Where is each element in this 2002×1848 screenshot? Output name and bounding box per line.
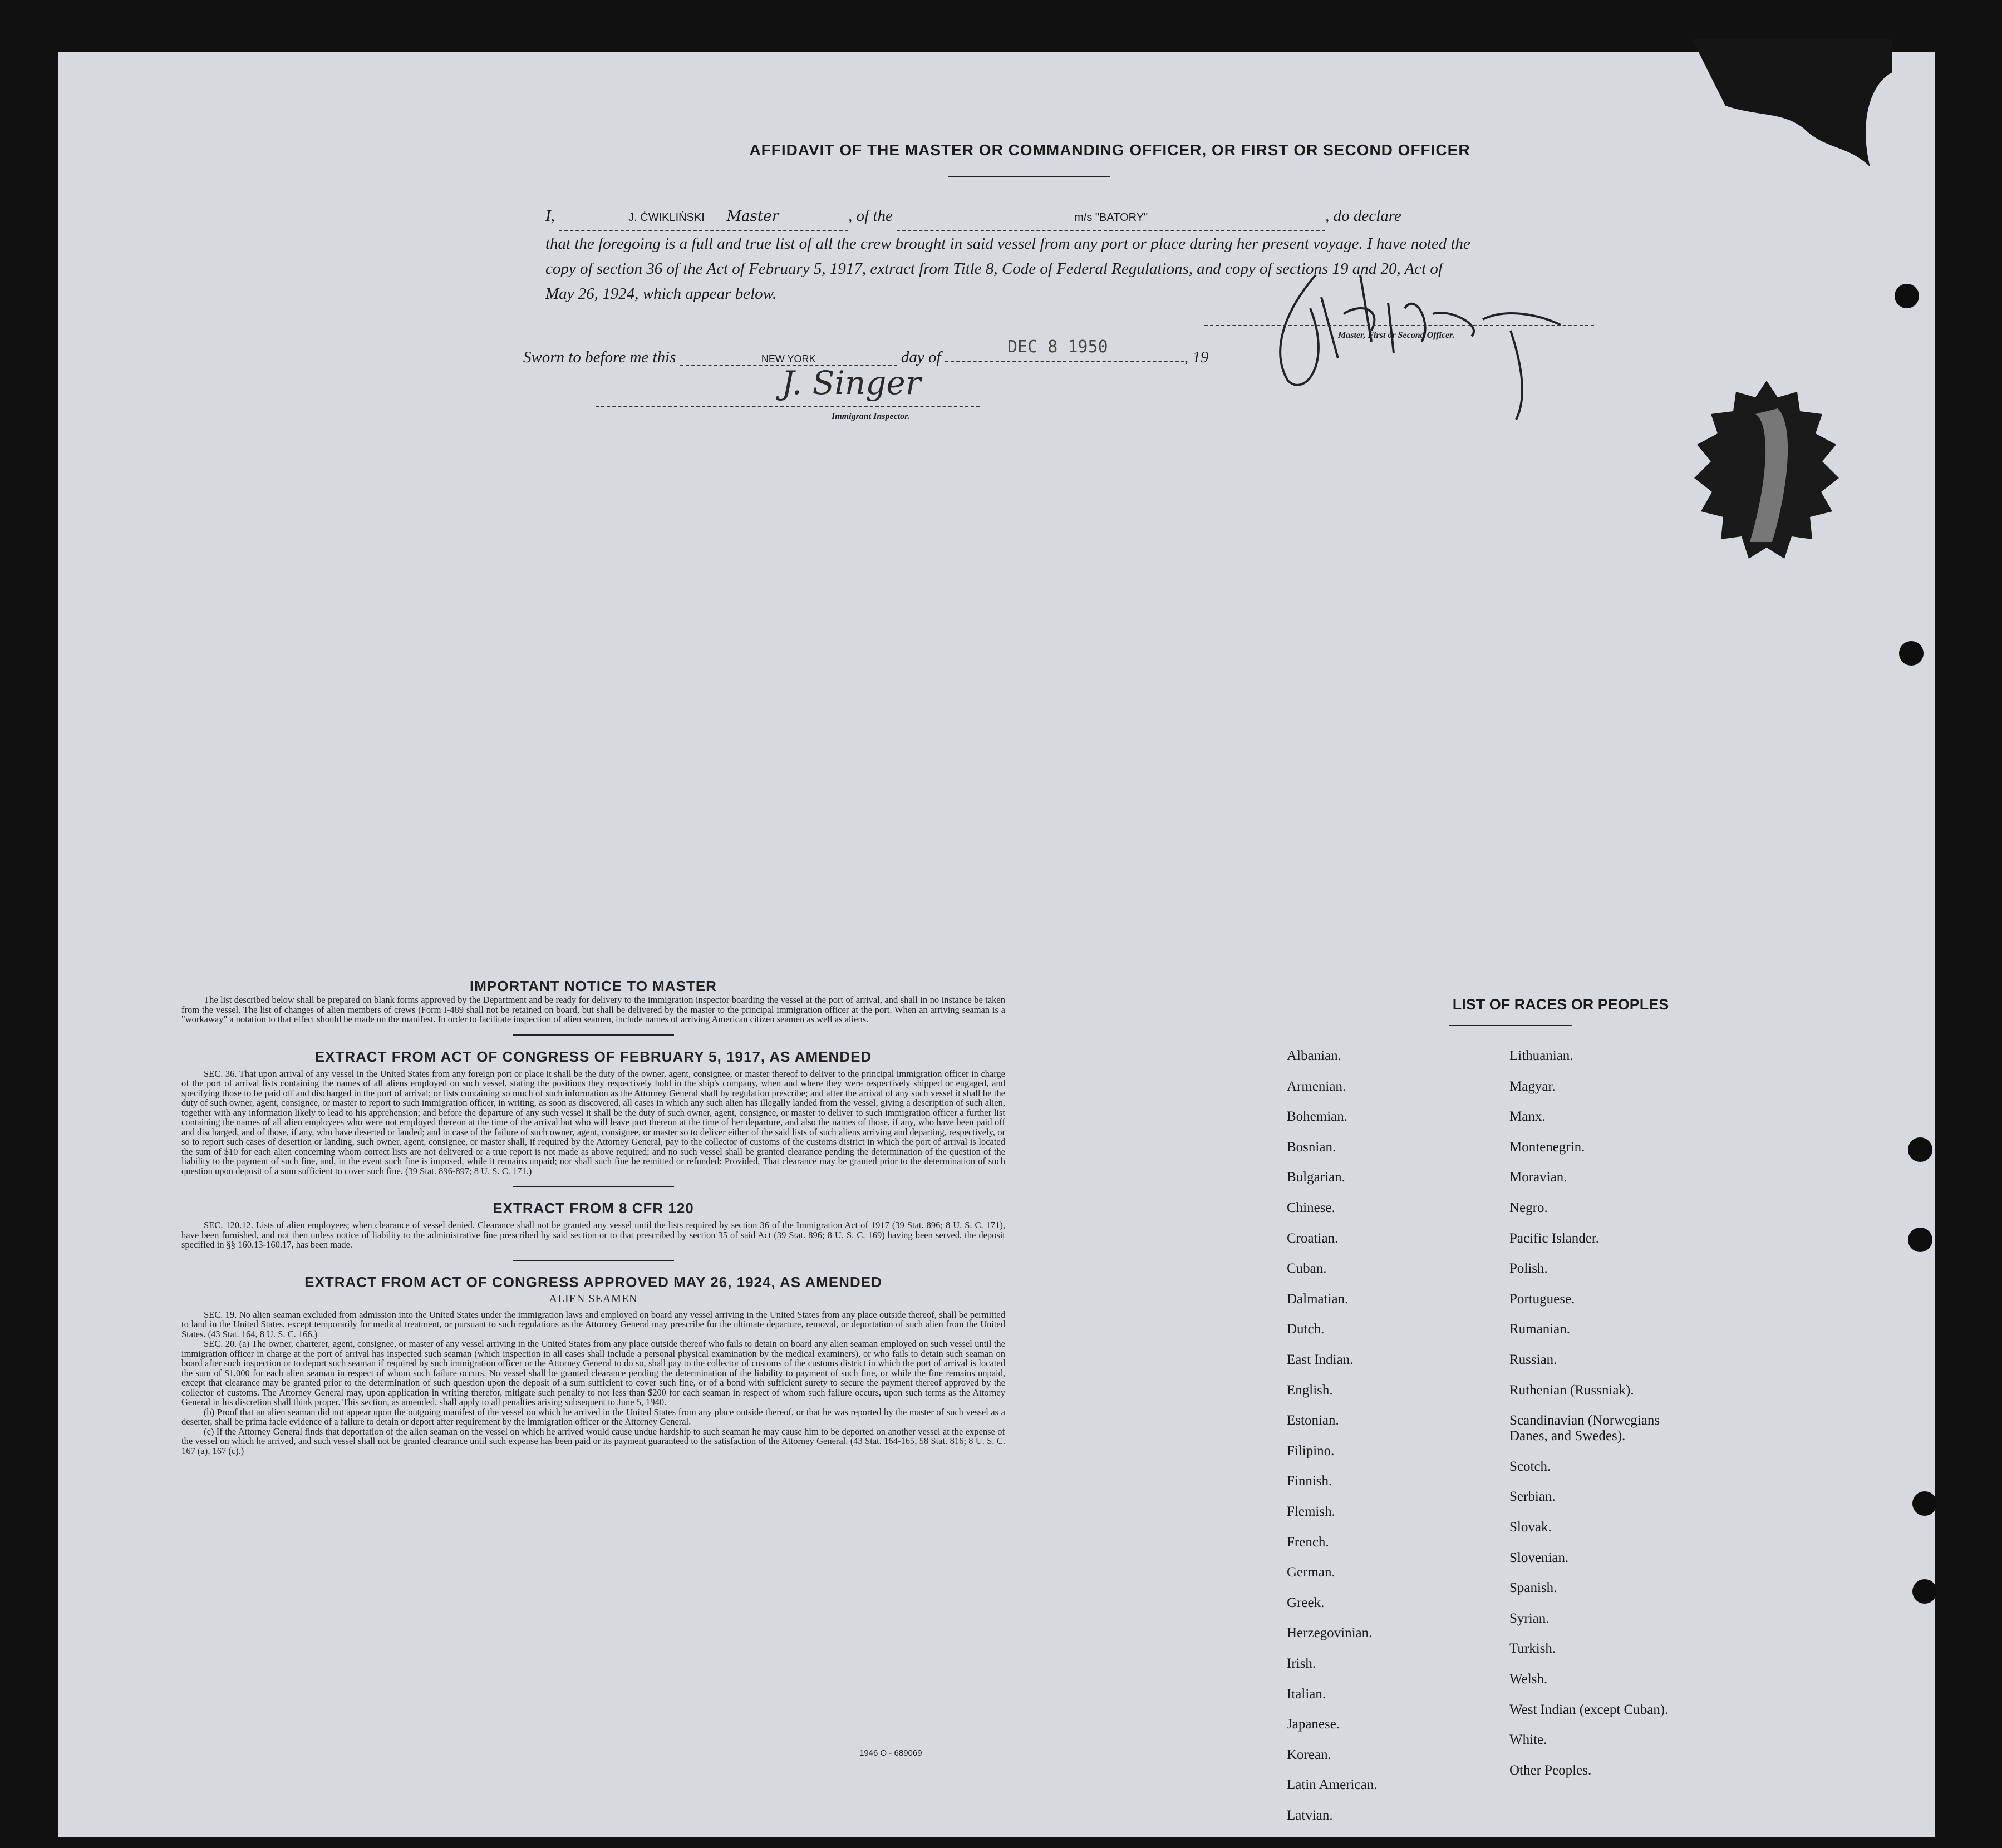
punch-hole [1912,1491,1937,1516]
race-item: Pacific Islander. [1509,1230,1600,1246]
race-item: Spanish. [1509,1580,1557,1596]
torn-corner [1692,39,1892,173]
race-item: Slovak. [1509,1520,1552,1535]
punch-hole [1912,1579,1937,1604]
year-prefix: , 19 [1184,348,1209,366]
race-item: White. [1509,1732,1547,1748]
race-item: Magyar. [1509,1078,1556,1094]
inspector-signature-line [596,406,980,407]
race-item: Montenegrin. [1509,1139,1585,1155]
race-item: Danes, and Swedes). [1509,1428,1626,1444]
race-item: Other Peoples. [1509,1762,1592,1778]
sworn-label: Sworn to before me this [523,348,676,366]
punch-hole [1908,1228,1932,1252]
punch-hole [1908,1137,1932,1162]
race-item: Turkish. [1509,1641,1556,1657]
race-item: Bulgarian. [1287,1170,1345,1185]
race-item: Ruthenian (Russniak). [1509,1382,1634,1398]
race-item: Negro. [1509,1200,1548,1215]
extract1-body: SEC. 36. That upon arrival of any vessel in the United States from any foreign port or place it shall be the duty of the owner, agent, consignee, or master thereof to deliver to the principal immigration officer in charge of the port of arrival lists containing the names of all aliens employed on such vessel, stating the positions they respectively hold in the ship's company, when and where they were respectively shipped or engaged, and specifying those to be paid off and discharged in the port of arrival; or lists containing so much of such information as the Attorney General shall by regulation prescribe; and after the arrival of any such vessel it shall be the duty of such owner, agent, consignee, or master to report to such immigration officer, in writing, as soon as discovered, all cases in which any such alien has illegally landed from the vessel, giving a description of such alien, together with any information likely to lead to his apprehension; and before the departure of any such vessel it shall be the duty of such owner, agent, consignee, or master to deliver to such immigration officer a further list containing the names of all alien employees who were not employed thereon at the time of the arrival but who will leave port thereon at the time of her departure, and also the names of those, if any, who have been paid off and discharged, and of those, if any, who have deserted or landed; and in case of the failure of such owner, agent, consignee, or master so to deliver either of the said lists of such aliens arriving and departing, respectively, or so to report such cases of desertion or landing, such owner, agent, consignee, or master shall, if required by the Attorney General, pay to the collector of customs of the customs district in which the port of arrival is located the sum of $10 for each alien concerning whom correct lists are not delivered or a true report is not made as above required; and no such vessel shall be granted clearance pending the determination of the question of the liability to the payment of such fine, and, in the event such fine is imposed, while it remains unpaid; nor shall such fine be remitted or refunded: Provided, That clearance may be granted prior to the determination of such question upon deposit of a sum sufficient to cover such fine. (39 Stat. 896-897; 8 U. S. C. 171.) [181,1068,1005,1176]
extract3-sec20c: (c) If the Attorney General finds that deportation of the alien seaman on the vessel on which he arrived would cause undue hardship to such seaman he may cause him to be deported on another vessel at the expense of the vessel on which he arrived, and such vessel shall not be granted clearance until such expense has been paid or its payment guaranteed to the satisfaction of the Attorney General. (43 Stat. 164-165, 58 Stat. 816; 8 U. S. C. 167 (a), 167 (c).) [181,1426,1005,1456]
race-item: Filipino. [1287,1443,1335,1458]
race-item: Bosnian. [1287,1139,1336,1155]
race-item: Dalmatian. [1287,1291,1349,1307]
master-name-field [559,204,848,231]
notice-divider-1 [513,1034,674,1036]
race-item: Slovenian. [1509,1550,1569,1565]
declaration-line-2: that the foregoing is a full and true list of all the crew brought in said vessel from any port or place during her present voyage. I have noted the [545,235,1470,253]
extract3-title: EXTRACT FROM ACT OF CONGRESS APPROVED MAY 26, 1924, AS AMENDED [304,1273,882,1290]
race-item: French. [1287,1534,1329,1550]
race-item: Greek. [1287,1595,1325,1610]
officer-caption: Master, First or Second Officer. [1338,331,1455,340]
race-item: Flemish. [1287,1504,1335,1519]
master-name: J. ĆWIKLIŃSKI [628,211,705,224]
master-handwritten: Master [726,208,779,225]
race-item: Welsh. [1509,1672,1548,1687]
extract1-title: EXTRACT FROM ACT OF CONGRESS OF FEBRUARY 5, 1917, AS AMENDED [314,1048,872,1065]
declaration-line-4: May 26, 1924, which appear below. [545,285,777,303]
race-item: Manx. [1509,1109,1546,1125]
race-item: Chinese. [1287,1200,1335,1215]
race-item: Korean. [1287,1747,1331,1762]
race-item: Bohemian. [1287,1109,1348,1125]
day-of-label: day of [901,348,941,366]
extract3-sec19: SEC. 19. No alien seaman excluded from admission into the United States under the immigration laws and employed on board any vessel arriving in the United States from any place outside thereof, shall be permitted to land in the United States, except temporarily for medical treatment, or pursuant to such regulations as the Attorney General may prescribe for the ultimate departure, removal, or deportation of such alien from the United States. (43 Stat. 164, 8 U. S. C. 166.) [181,1309,1005,1339]
race-item: Moravian. [1509,1170,1567,1185]
race-item: Polish. [1509,1261,1548,1277]
print-code: 1946 O - 689069 [859,1748,922,1758]
vessel-field [897,205,1325,231]
race-item: West Indian (except Cuban). [1509,1702,1669,1717]
race-item: East Indian. [1287,1352,1354,1367]
race-item: Portuguese. [1509,1291,1575,1307]
race-item: Serbian. [1509,1489,1556,1505]
punch-hole [1895,284,1919,308]
notice-title: IMPORTANT NOTICE TO MASTER [470,978,717,994]
race-item: Latin American. [1287,1777,1378,1793]
race-item: Rumanian. [1509,1322,1571,1337]
extract3-sec20b: (b) Proof that an alien seaman did not appear upon the outgoing manifest of the vessel on which he arrived in the United States from any place outside thereof, or that he was reported by the master of such vessel as a deserter, shall be prima facie evidence of a failure to detain or deport after requirement by the immigration officer or the Attorney General. [181,1406,1005,1427]
affidavit-title: AFFIDAVIT OF THE MASTER OR COMMANDING OFFICER, OR FIRST OR SECOND OFFICER [749,141,1470,159]
race-item: Irish. [1287,1656,1316,1671]
race-item: English. [1287,1382,1333,1398]
race-item: Dutch. [1287,1322,1325,1337]
race-item: Finnish. [1287,1474,1332,1489]
notice-divider-2 [513,1186,674,1187]
extract2-body: SEC. 120.12. Lists of alien employees; when clearance of vessel denied. Clearance shall not be granted any vessel until the lists required by section 36 of the Immigration Act of 1917 (39 Stat. 896; 8 U. S. C. 171), have been furnished, and not then unless notice of liability to the administrative fine prescribed by said section or to that prescribed by section 35 of said Act (39 Stat. 896; 8 U. S. C. 169) having been served, the deposit specified in §§ 160.13-160.17, has been made. [181,1220,1005,1250]
race-item: German. [1287,1565,1335,1580]
race-item: Herzegovinian. [1287,1625,1373,1641]
race-item: Scandinavian (Norwegians [1509,1413,1660,1428]
document-page [58,52,1935,1837]
race-item: Scotch. [1509,1458,1551,1474]
i-label: I, [545,207,555,225]
do-declare-label: , do declare [1325,207,1401,225]
officer-signature-line [1204,325,1594,326]
inspector-signature: J. Singer [781,364,921,402]
race-item: Albanian. [1287,1048,1341,1063]
race-item: Cuban. [1287,1261,1327,1277]
race-item: Syrian. [1509,1610,1550,1626]
title-underline [948,176,1110,177]
date-stamp: DEC 8 1950 [1007,337,1108,357]
race-item: Italian. [1287,1686,1326,1702]
notice-body: The list described below shall be prepared on blank forms approved by the Department and be ready for delivery to the immigration inspector boarding the vessel at the port of arrival, and shall in no instance be taken from the vessel. The list of changes of alien members of crews (Form I-489 shall not be retained on board, but shall be delivered by the master to the principal immigration officer at the port. When an arriving seaman is a "workaway" a notation to that effect should be made on the manifest. In order to facilitate inspection of alien seamen, include names of arriving American citizen seamen as well as aliens. [181,994,1005,1024]
race-item: Armenian. [1287,1078,1346,1094]
race-item: Croatian. [1287,1230,1339,1246]
notice-divider-3 [513,1260,674,1261]
race-item: Estonian. [1287,1413,1339,1428]
date-field [945,361,1184,362]
declaration-line-3: copy of section 36 of the Act of February 5, 1917, extract from Title 8, Code of Federal Regulations, and copy of sections 19 and 20, Act of [545,260,1443,278]
extract2-title: EXTRACT FROM 8 CFR 120 [493,1200,694,1216]
punch-hole [1899,641,1924,666]
embossed-seal [1683,375,1850,575]
race-item: Russian. [1509,1352,1557,1367]
extract3-subtitle: ALIEN SEAMEN [549,1292,638,1305]
race-item: Japanese. [1287,1717,1340,1732]
race-item: Latvian. [1287,1808,1333,1823]
extract3-sec20a: SEC. 20. (a) The owner, charterer, agent, consignee, or master of any vessel arriving in the United States from any place outside thereof who fails to detain on board any alien seaman employed on such vessel until the immigration officer in charge at the port of arrival has inspected such seaman (which inspection in all cases shall include a personal physical examination by the medical examiners), or who fails to detain such seaman on board after such inspection or to deport such seaman if required by such immigration officer or the Attorney General to do so, shall pay to the collector of customs of the customs district in which the port of arrival is located the sum of $1,000 for each alien seaman in respect of whom such failure occurs. No vessel shall be granted clearance pending the determination of the liability to payment of such fine, or while the fine remains unpaid, except that clearance may be granted prior to the determination of such question upon the deposit of a sum sufficient to cover such fine, or of a bond with sufficient surety to secure the payment thereof approved by the collector of customs. The Attorney General may, upon application in writing therefor, mitigate such penalty to not less than $200 for each seaman in respect of whom such failure occurs, upon such terms as the Attorney General in his discretion shall think proper. This section, as amended, shall apply to all penalties arising subsequent to June 5, 1940. [181,1338,1005,1407]
of-the-label: , of the [848,207,893,225]
notice-section [181,977,1005,1456]
declaration-line-1 [545,204,1603,231]
race-item: Lithuanian. [1509,1048,1573,1063]
vessel-name: m/s "BATORY" [1074,211,1148,224]
races-title: LIST OF RACES OR PEOPLES [1452,996,1669,1013]
inspector-caption: Immigrant Inspector. [832,412,910,421]
sworn-place: NEW YORK [761,353,816,364]
races-underline [1449,1025,1572,1026]
